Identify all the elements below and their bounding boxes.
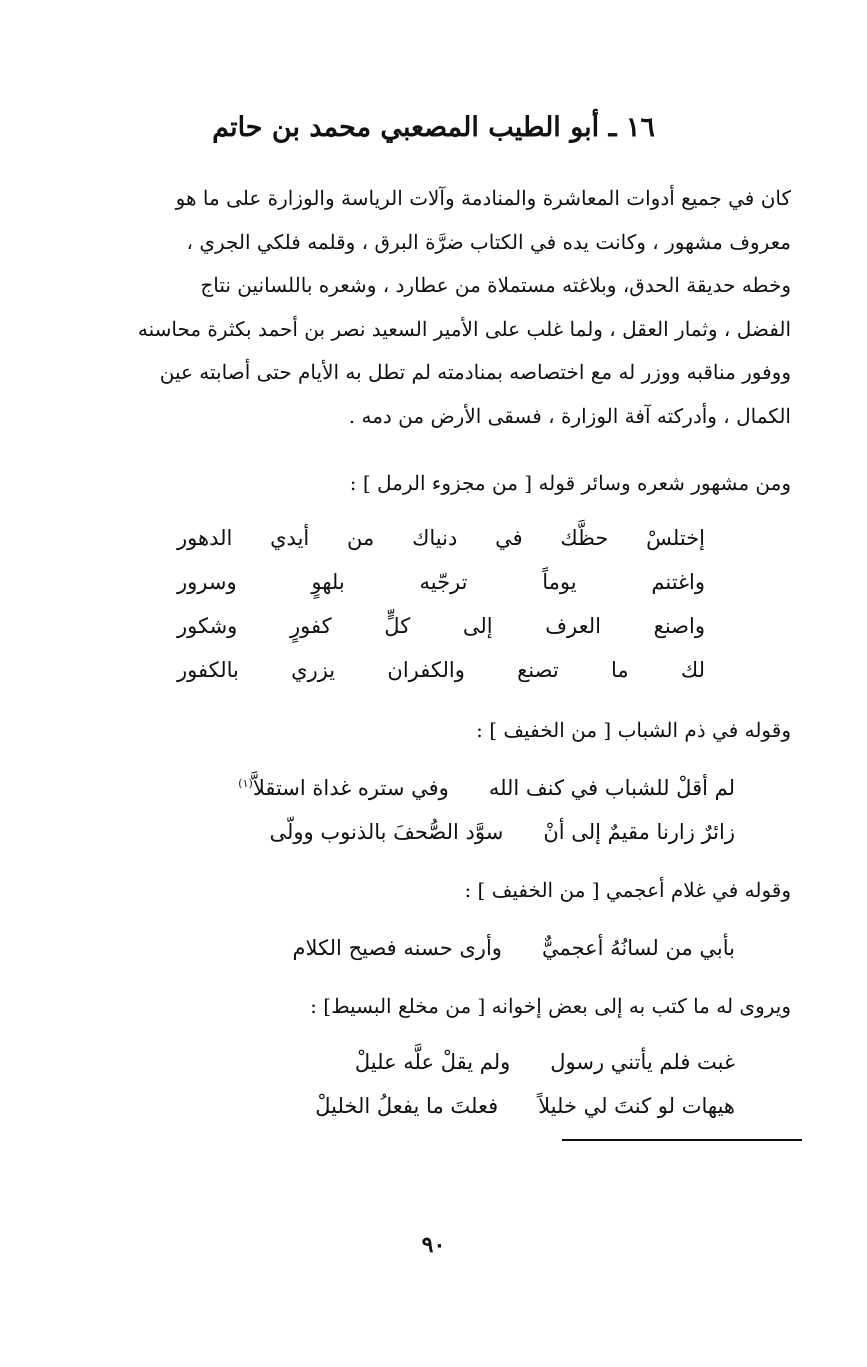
paragraph-line: ووفور مناقبه ووزر له مع اختصاصه بمنادمته لم تطل به الأيام حتى أصابته عين bbox=[159, 360, 791, 384]
second-hemistich: ولم يقلْ علَّه عليلْ bbox=[354, 1050, 511, 1074]
entry-heading: ١٦ ـ أبو الطيب المصعبي محمد بن حاتم bbox=[212, 112, 655, 143]
poem-verse bbox=[95, 926, 735, 970]
poem-verse bbox=[95, 762, 735, 810]
footnote-marker: (١) bbox=[238, 777, 253, 790]
paragraph-line: وخطه حديقة الحدق، وبلاغته مستملاة من عطارد ، وشعره باللسانين نتاج bbox=[200, 273, 791, 297]
page-number: ٩٠ bbox=[421, 1232, 446, 1258]
poem-verse: لك ما تصنع والكفران يزري بالكفور bbox=[177, 658, 705, 682]
poem-1 bbox=[177, 516, 705, 692]
paragraph-line: كان في جميع أدوات المعاشرة والمنادمة وآلات الرياسة والوزارة على ما هو bbox=[175, 186, 791, 210]
second-hemistich: سوَّد الصُّحفَ بالذنوب وولّى bbox=[269, 820, 504, 844]
poem-verse: إختلسْ حظَّك في دنياك من أيدي الدهور bbox=[177, 526, 705, 550]
paragraph-line: معروف مشهور ، وكانت يده في الكتاب ضرَّة البرق ، وقلمه فلكي الجري ، bbox=[186, 229, 791, 254]
first-hemistich: بأبي من لسانُهُ أعجميٌّ bbox=[541, 936, 735, 960]
first-hemistich: لم أقلْ للشباب في كنف الله bbox=[488, 776, 735, 800]
footnote-divider bbox=[562, 1139, 802, 1141]
poem-verse bbox=[95, 1040, 735, 1084]
poem-intro-3: وقوله في غلام أعجمي [ من الخفيف ] : bbox=[464, 878, 791, 902]
second-hemistich: وأرى حسنه فصيح الكلام bbox=[292, 936, 502, 960]
second-hemistich: فعلتَ ما يفعلُ الخليلْ bbox=[315, 1094, 499, 1118]
first-hemistich: هيهات لو كنتَ لي خليلاً bbox=[538, 1094, 735, 1118]
poem-intro-1: ومن مشهور شعره وسائر قوله [ من مجزوء الرمل ] : bbox=[349, 471, 791, 495]
first-hemistich: زائرٌ زارنا مقيمٌ إلى أنْ bbox=[543, 820, 735, 844]
paragraph-line: الكمال ، وأدركته آفة الوزارة ، فسقى الأرض من دمه . bbox=[348, 403, 791, 428]
poem-verse: واغتنم يوماً ترجّيه بلهوٍ وسرور bbox=[177, 570, 705, 594]
first-hemistich: غبت فلم يأتني رسول bbox=[550, 1050, 735, 1074]
poem-4 bbox=[95, 1040, 735, 1128]
poem-verse: واصنع العرف إلى كلٍّ كفورٍ وشكور bbox=[177, 614, 705, 638]
second-hemistich: وفي ستره غداة استقلاَّ bbox=[252, 776, 449, 800]
poem-2 bbox=[95, 762, 735, 854]
poem-3 bbox=[95, 926, 735, 970]
poem-intro-2: وقوله في ذم الشباب [ من الخفيف ] : bbox=[476, 718, 791, 742]
poem-verse bbox=[95, 1084, 735, 1128]
poem-verse bbox=[95, 810, 735, 854]
paragraph-line: الفضل ، وثمار العقل ، ولما غلب على الأمير السعيد نصر بن أحمد بكثرة محاسنه bbox=[137, 316, 791, 341]
poem-intro-4: ويروى له ما كتب به إلى بعض إخوانه [ من مخلع البسيط] : bbox=[310, 994, 791, 1018]
biography-paragraph bbox=[79, 177, 791, 438]
